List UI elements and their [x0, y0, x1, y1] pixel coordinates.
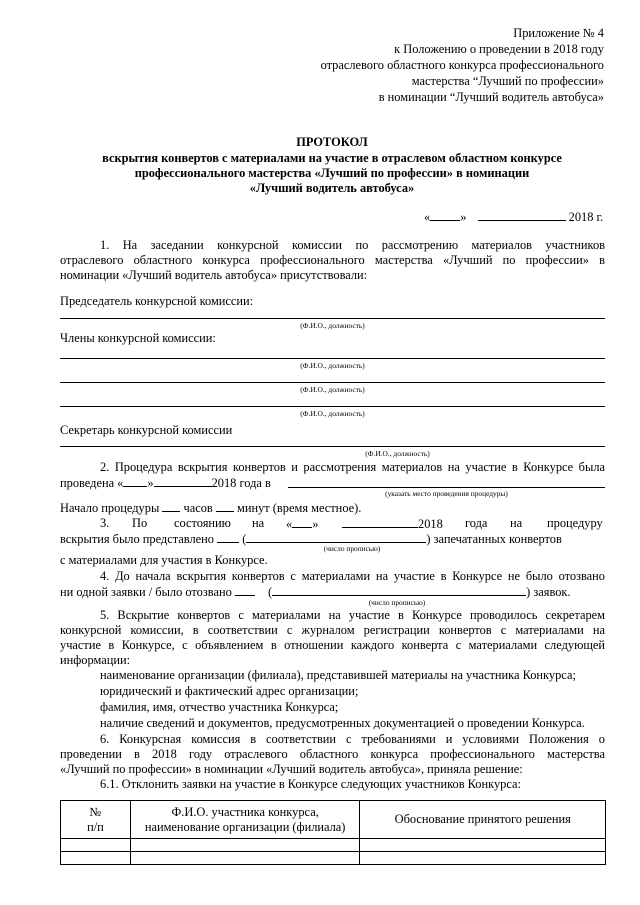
p4-line-1: 4. До начала вскрытия конвертов с материалами на участие в Конкурсе не было отозвано: [100, 569, 605, 583]
secretary-caption: (Ф.И.О., должность): [365, 449, 430, 458]
member-caption-1: (Ф.И.О., должность): [300, 361, 365, 370]
p3-word-protseduru: процедуру: [547, 516, 603, 530]
protocol-subtitle-3: «Лучший водитель автобуса»: [249, 181, 415, 195]
table-cell: [130, 839, 360, 852]
table-header-number: № п/п: [61, 801, 131, 839]
appendix-line-5: в номинации “Лучший водитель автобуса»: [378, 90, 604, 104]
p3-word-na-2: на: [510, 516, 523, 530]
table-cell: [130, 852, 360, 865]
p3-line-3: с материалами для участия в Конкурсе.: [60, 553, 268, 567]
p5-line-4: информации:: [60, 653, 131, 667]
protocol-title: ПРОТОКОЛ: [296, 135, 368, 149]
p3-num: 3.: [100, 516, 110, 530]
protocol-subtitle-1: вскрытия конвертов с материалами на участие в отраслевом областном конкурсе: [102, 151, 562, 165]
secretary-signature-line: [60, 446, 605, 447]
member-line-3: [60, 406, 605, 407]
member-line-1: [60, 358, 605, 359]
p5-item-3: фамилия, имя, отчество участника Конкурса;: [100, 700, 339, 714]
p5-line-1: 5. Вскрытие конвертов с материалами на участие в Конкурсе проводилось секретарем: [100, 608, 605, 622]
p1-line-2: отраслевого областного конкурса профессионального мастерства «Лучший по профессии» в: [60, 253, 605, 267]
date-line: « » 2018 г.: [424, 210, 604, 224]
p3-count-caption: (число прописью): [323, 544, 381, 553]
table-cell: [61, 852, 131, 865]
table-cell: [61, 839, 131, 852]
p3-word-na: на: [252, 516, 265, 530]
p3-date: « »: [286, 517, 319, 531]
p5-item-4: наличие сведений и документов, предусмотренных документацией о проведении Конкурса.: [100, 716, 585, 730]
p5-line-2: конкурсной комиссии, в соответствии с журналом регистрации конвертов с материалами на: [60, 623, 605, 637]
member-caption-2: (Ф.И.О., должность): [300, 385, 365, 394]
table-cell: [360, 839, 606, 852]
member-line-2: [60, 382, 605, 383]
p1-line-3: номинации «Лучший водитель автобуса» присутствовали:: [60, 268, 368, 282]
secretary-label: Секретарь конкурсной комиссии: [60, 423, 233, 437]
table-cell: [360, 852, 606, 865]
p5-item-2: юридический и фактический адрес организации;: [100, 684, 359, 698]
chairman-caption: (Ф.И.О., должность): [300, 321, 365, 330]
rejected-applications-table: [60, 800, 606, 865]
p3-word-po: По: [132, 516, 148, 530]
table-header-reason: Обоснование принятого решения: [360, 801, 606, 839]
p2-place-caption: (указать место проведения процедуры): [385, 489, 508, 498]
p2-line-2: проведена « » 2018 года в: [60, 476, 271, 490]
chairman-label: Председатель конкурсной комиссии:: [60, 294, 254, 308]
members-label: Члены конкурсной комиссии:: [60, 331, 216, 345]
p3-word-goda: года: [465, 516, 488, 530]
p6-line-4: 6.1. Отклонить заявки на участие в Конкурсе следующих участников Конкурса:: [100, 777, 521, 791]
table-header-participant: Ф.И.О. участника конкурса, наименование организации (филиала): [130, 801, 360, 839]
appendix-line-2: к Положению о проведении в 2018 году: [394, 42, 604, 56]
p1-line-1: 1. На заседании конкурсной комиссии по рассмотрению материалов участников: [100, 238, 605, 252]
p2-place-line: [288, 487, 605, 488]
p3-word-sostoyaniyu: состоянию: [174, 516, 231, 530]
protocol-subtitle-2: профессионального мастерства «Лучший по профессии» в номинации: [134, 166, 530, 180]
p4-count-caption: (число прописью): [368, 598, 426, 607]
start-time-line: Начало процедуры часов минут (время местное).: [60, 501, 362, 515]
p2-line-1: 2. Процедура вскрытия конвертов и рассмотрения материалов на участие в Конкурсе была: [100, 460, 605, 474]
appendix-line-3: отраслевого областного конкурса профессионального: [320, 58, 604, 72]
table-row: [61, 839, 606, 852]
p4-line-2: ни одной заявки / было отозвано ( ) заявок.: [60, 585, 571, 599]
p5-line-3: участие в Конкурсе, с объявлением в отношении каждого конверта с материалами следующей: [60, 638, 605, 652]
table-row: [61, 852, 606, 865]
member-caption-3: (Ф.И.О., должность): [300, 409, 365, 418]
p5-item-1: наименование организации (филиала), представившей материалы на участника Конкурса;: [100, 668, 576, 682]
p3-year: 2018: [342, 516, 443, 532]
chairman-signature-line: [60, 318, 605, 319]
p6-line-2: проведении в 2018 году отраслевого областного конкурса профессионального мастерства: [60, 747, 605, 761]
p6-line-1: 6. Конкурсная комиссия в соответствии с требованиями и условиями Положения о: [100, 732, 605, 746]
appendix-line-1: Приложение № 4: [513, 26, 604, 40]
appendix-line-4: мастерства “Лучший по профессии»: [411, 74, 604, 88]
table-header-row: [61, 801, 606, 839]
p6-line-3: «Лучший по профессии» в номинации «Лучший водитель автобуса», приняла решение:: [60, 762, 523, 776]
p3-line-2: вскрытия было представлено ( ) запечатанных конвертов: [60, 532, 562, 546]
